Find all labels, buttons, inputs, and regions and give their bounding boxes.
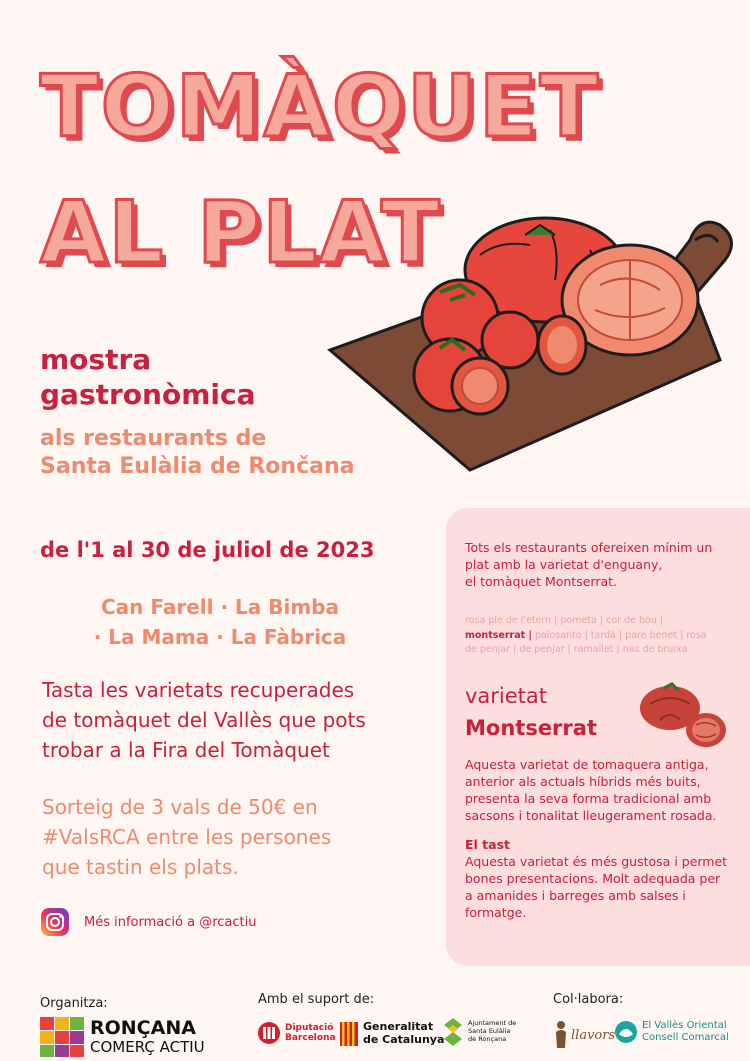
varieties-line-2: [465, 629, 750, 644]
subtitle-line-1: mostra: [40, 343, 152, 376]
sorteig-paragraph: [42, 792, 331, 882]
llavors-figure-icon: [553, 1020, 569, 1050]
generalitat-line-2: de Catalunya: [363, 1032, 445, 1046]
varieties-highlight: montserrat |: [465, 629, 532, 641]
valles-line-1: El Vallès Oriental: [642, 1020, 727, 1031]
suport-label: Amb el suport de:: [258, 992, 375, 1007]
valles-line-2: Consell Comarcal: [642, 1032, 729, 1043]
tast-line-4: formatge.: [465, 904, 527, 920]
diputacio-line-2: Barcelona: [285, 1033, 336, 1043]
event-dates: de l'1 al 30 de juliol de 2023: [40, 538, 375, 562]
tasta-line-2: de tomàquet del Vallès que pots: [42, 708, 366, 732]
instagram-icon: [40, 907, 70, 937]
valles-oriental-logo: [614, 1020, 729, 1044]
desc-line-4: sacsons i tonalitat lleugerament rosada.: [465, 807, 717, 823]
roncana-line-2: COMERÇ ACTIU: [90, 1037, 205, 1056]
place-line-2: Santa Eulàlia de Rončana: [40, 454, 355, 479]
ajuntament-line-2: Santa Eulàlia: [468, 1027, 511, 1036]
place-line-1: als restaurants de: [40, 426, 267, 451]
restaurants-line-2: · La Mama · La Fàbrica: [93, 625, 347, 649]
varieties-list: [465, 614, 750, 658]
restaurants-line-1: Can Farell · La Bimba: [101, 595, 339, 619]
roncana-line-1: RONÇANA: [90, 1016, 196, 1039]
variety-name: Montserrat: [465, 716, 597, 740]
varieties-line-1: rosa ple de l'etern | pometa | cor de bou |: [465, 615, 664, 626]
ajuntament-shield-icon: [442, 1017, 464, 1047]
panel-intro-line-2: plat amb la varietat d'enguany,: [465, 556, 663, 572]
diputacio-line-1: Diputació: [285, 1022, 334, 1033]
diputacio-icon: [257, 1021, 281, 1045]
tast-line-2: bones presentacions. Molt adequada per: [465, 870, 721, 886]
info-text: Més informació a @rcactiu: [84, 914, 257, 930]
tast-line-1: Aquesta varietat és més gustosa i permet: [465, 853, 728, 869]
instagram-info[interactable]: [40, 907, 256, 937]
desc-line-2: anterior als actuals híbrids més buits,: [465, 773, 701, 789]
tast-line-3: a amanides i barreges amb salses i: [465, 887, 686, 903]
tast-title: El tast: [465, 837, 511, 852]
tasta-line-1: Tasta les varietats recuperades: [42, 678, 355, 702]
desc-line-3: presenta la seva forma tradicional amb: [465, 790, 712, 806]
desc-line-1: Aquesta varietat de tomaquera antiga,: [465, 757, 709, 772]
variety-description: [465, 757, 716, 825]
tasta-line-3: trobar a la Fira del Tomàquet: [42, 738, 330, 762]
title-line-2: AL PLAT: [40, 183, 442, 283]
sorteig-line-2: #ValsRCA entre les persones: [42, 825, 332, 849]
tomatoes-cutting-board-illustration: [300, 200, 750, 500]
tasta-paragraph: [42, 675, 366, 765]
restaurants-list: [40, 592, 400, 652]
generalitat-line-1: Generalitat: [363, 1020, 434, 1033]
generalitat-logo: [340, 1021, 444, 1046]
variety-label: varietat: [465, 684, 548, 708]
llavors-logo: [553, 1020, 615, 1050]
organitza-label: Organitza:: [40, 996, 108, 1011]
title-line-1: TOMÀQUET: [40, 57, 601, 157]
ajuntament-logo: [442, 1017, 516, 1047]
panel-intro: [465, 540, 712, 591]
varieties-line-3: de penjar | de penjar | ramallet | nas de bruixa: [465, 644, 688, 656]
diputacio-barcelona-logo: [257, 1021, 336, 1045]
generalitat-icon: [340, 1022, 358, 1046]
panel-intro-line-1: Tots els restaurants ofereixen mínim un: [465, 540, 713, 555]
roncana-logo-icon: [40, 1017, 84, 1057]
llavors-text: llavors: [571, 1027, 616, 1043]
collabora-label: Col·labora:: [553, 992, 624, 1007]
sorteig-line-1: Sorteig de 3 vals de 50€ en: [42, 795, 318, 819]
subtitle-line-2: gastronòmica: [40, 378, 256, 411]
valles-oriental-icon: [614, 1020, 638, 1044]
tast-section: [465, 837, 727, 921]
panel-intro-line-3: el tomàquet Montserrat.: [465, 573, 617, 589]
ajuntament-line-3: de Ronçana: [468, 1034, 507, 1043]
sorteig-line-3: que tastin els plats.: [42, 855, 239, 879]
montserrat-tomato-illustration: [638, 680, 728, 750]
variety-panel: [446, 508, 750, 966]
ajuntament-line-1: Ajuntament de: [468, 1019, 517, 1028]
roncana-comerc-actiu-logo: [40, 1017, 205, 1057]
varieties-line-2-rest: palosanto | tardà | pare benet | rosa: [531, 629, 707, 641]
